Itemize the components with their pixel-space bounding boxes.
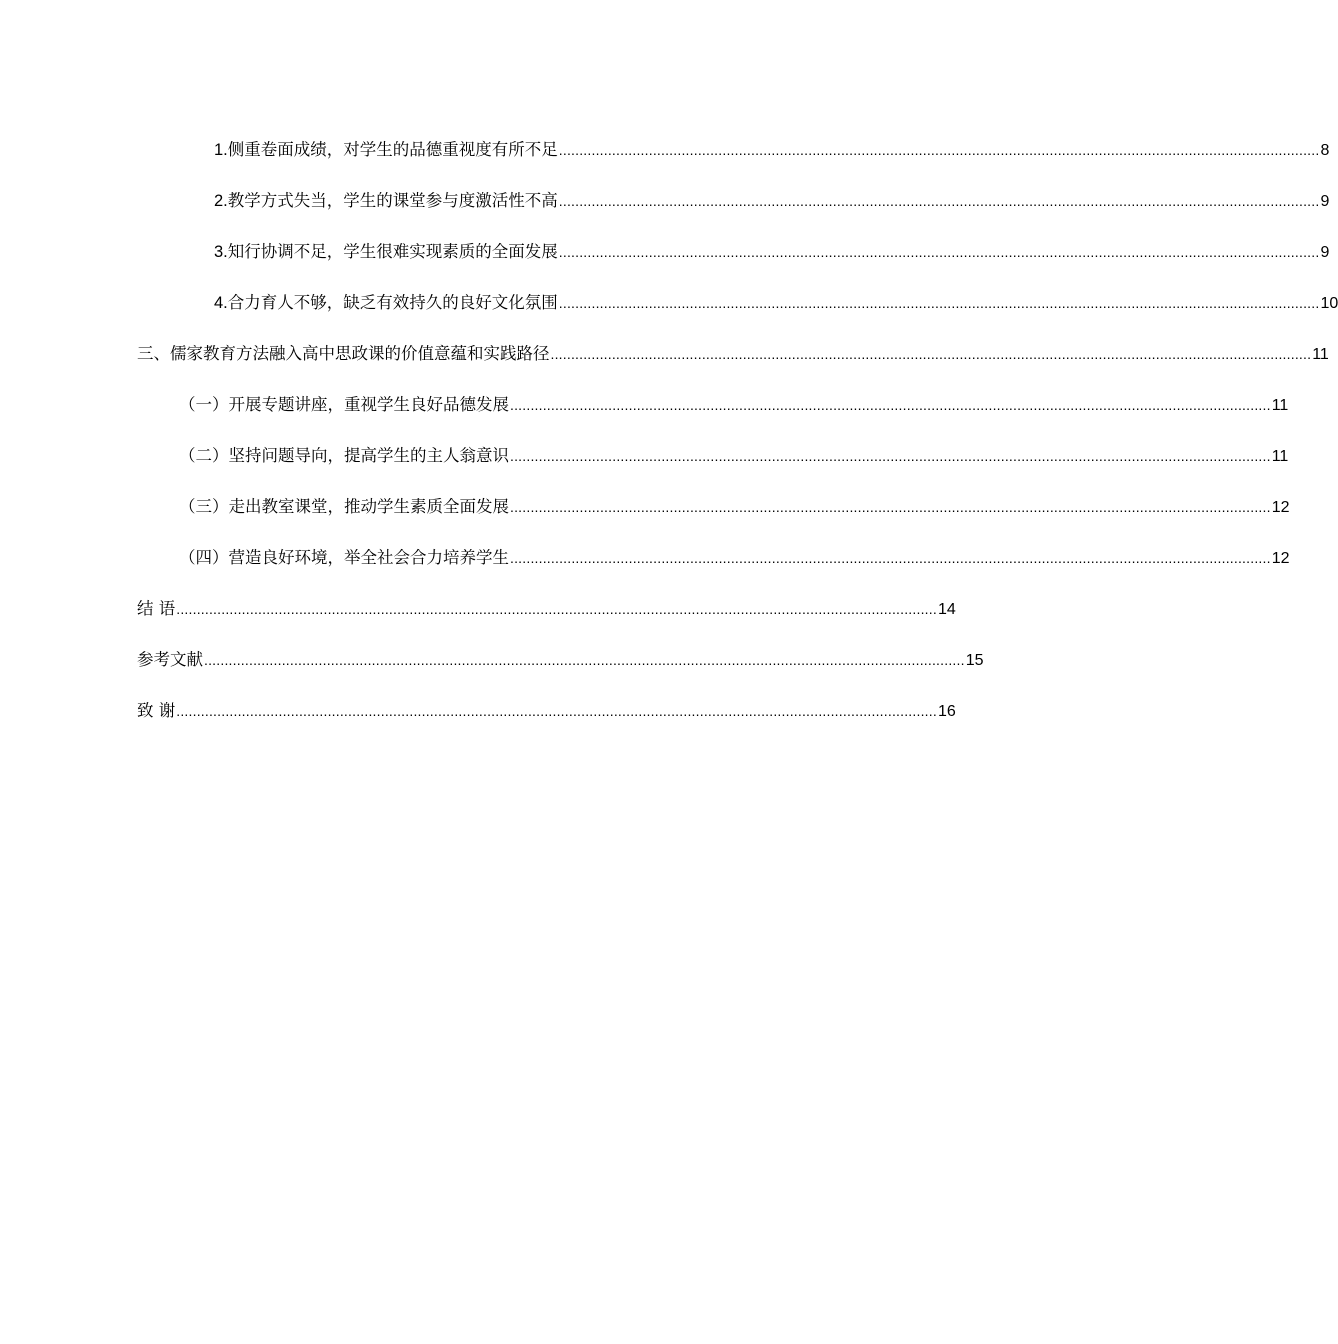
toc-entry-title: 三、儒家教育方法融入高中思政课的价值意蕴和实践路径	[137, 344, 550, 363]
toc-entry[interactable]	[0, 647, 984, 698]
toc-entry-title: （一）开展专题讲座，重视学生良好品德发展	[179, 395, 509, 414]
toc-leader-dots: ..........................................................................................................................................................................................	[510, 550, 1271, 566]
toc-page-number: 10	[1320, 295, 1338, 312]
toc-leader-dots: ..........................................................................................................................................................................................	[204, 652, 965, 668]
toc-entry[interactable]	[0, 698, 956, 749]
toc-page-number: 12	[1271, 499, 1290, 516]
toc-leader-dots: ..........................................................................................................................................................................................	[510, 499, 1271, 515]
toc-entry[interactable]	[0, 341, 1329, 392]
toc-entry[interactable]	[0, 443, 1289, 494]
toc-entry[interactable]	[0, 545, 1290, 596]
toc-page-number: 11	[1271, 397, 1289, 414]
toc-entry-title: （二）坚持问题导向，提高学生的主人翁意识	[179, 446, 509, 465]
toc-leader-dots: ..........................................................................................................................................................................................	[558, 193, 1320, 209]
toc-entry[interactable]	[0, 494, 1290, 545]
toc-page-number: 8	[1320, 142, 1330, 159]
toc-page-number: 11	[1271, 448, 1289, 465]
toc-entry[interactable]	[0, 239, 1330, 290]
toc-leader-dots: ..........................................................................................................................................................................................	[550, 346, 1312, 362]
toc-page-number: 9	[1320, 244, 1330, 261]
toc-leader-dots: ..........................................................................................................................................................................................	[510, 448, 1271, 464]
toc-page-number: 16	[937, 703, 956, 720]
toc-entry[interactable]	[0, 137, 1330, 188]
toc-entry-title: 3.知行协调不足，学生很难实现素质的全面发展	[214, 242, 558, 261]
table-of-contents	[0, 137, 1338, 749]
toc-leader-dots: ..........................................................................................................................................................................................	[176, 703, 937, 719]
toc-leader-dots: ..........................................................................................................................................................................................	[510, 397, 1271, 413]
toc-entry[interactable]	[0, 596, 956, 647]
toc-entry-title: 参考文献	[137, 650, 203, 669]
toc-page-number: 12	[1271, 550, 1290, 567]
toc-page-number: 9	[1320, 193, 1330, 210]
toc-page-number: 14	[937, 601, 956, 618]
toc-entry[interactable]	[0, 290, 1338, 341]
toc-entry-title: （四）营造良好环境，举全社会合力培养学生	[179, 548, 509, 567]
toc-entry-title: 致 谢	[137, 701, 176, 720]
toc-entry-title: （三）走出教室课堂，推动学生素质全面发展	[179, 497, 509, 516]
toc-page-number: 11	[1312, 346, 1329, 363]
toc-entry-title: 4.合力育人不够，缺乏有效持久的良好文化氛围	[214, 293, 558, 312]
toc-page-number: 15	[965, 652, 984, 669]
toc-leader-dots: ..........................................................................................................................................................................................	[558, 295, 1320, 311]
toc-leader-dots: ..........................................................................................................................................................................................	[558, 244, 1320, 260]
toc-entry-title: 结 语	[137, 599, 176, 618]
toc-entry[interactable]	[0, 188, 1330, 239]
toc-entry-title: 2.教学方式失当，学生的课堂参与度激活性不高	[214, 191, 558, 210]
toc-leader-dots: ..........................................................................................................................................................................................	[176, 601, 937, 617]
toc-entry[interactable]	[0, 392, 1289, 443]
toc-entry-title: 1.侧重卷面成绩，对学生的品德重视度有所不足	[214, 140, 558, 159]
toc-leader-dots: ..........................................................................................................................................................................................	[558, 142, 1320, 158]
